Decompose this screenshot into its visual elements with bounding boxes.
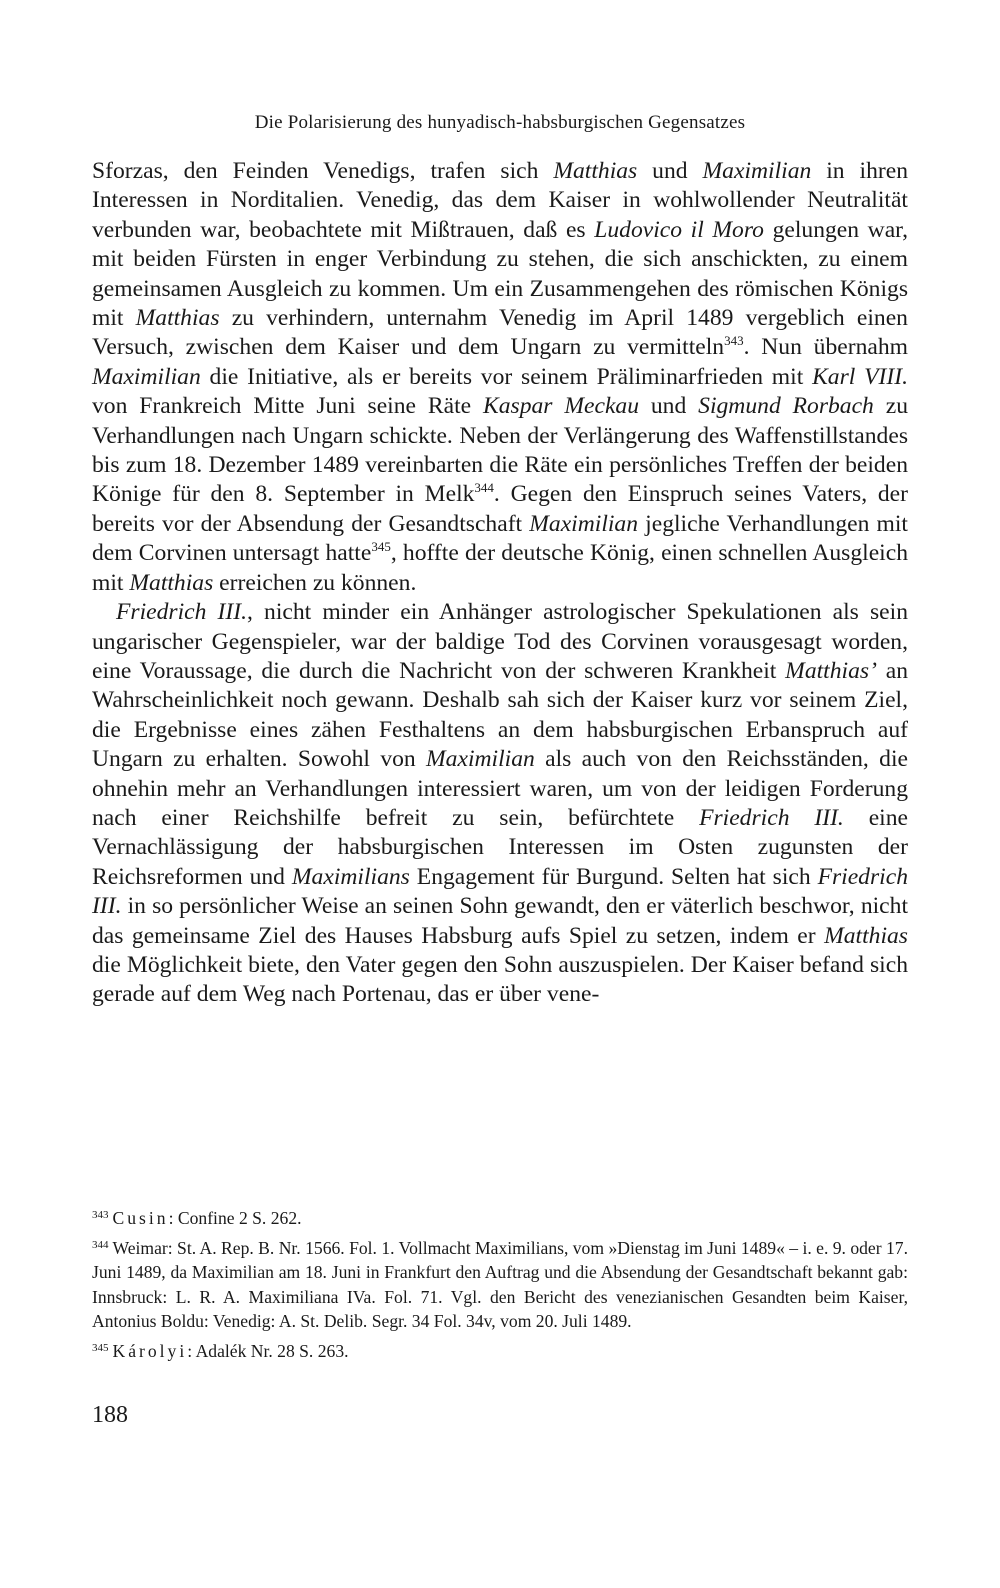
italic-name: Matthias <box>824 922 908 949</box>
text-run: jegliche Verhandlungen mit dem Corvinen untersagt hatte <box>92 510 908 567</box>
footnote-ref: 343 <box>724 333 744 349</box>
italic-name: Friedrich III. <box>699 804 844 831</box>
text-run: . Nun übernahm <box>743 334 908 361</box>
footnote <box>92 1206 908 1231</box>
footnote-number: 344 <box>92 1238 109 1251</box>
text-run: die Möglichkeit biete, den Vater gegen den Sohn auszuspielen. Der Kaiser befand sich gerade auf dem Weg nach Portenau, das er über vene- <box>92 951 908 1008</box>
italic-name: Ludovico il Moro <box>594 216 764 243</box>
text-run: , hoffte der deutsche König, einen schnellen Ausgleich mit <box>92 540 908 596</box>
text-run: und <box>637 158 703 184</box>
paragraph <box>92 598 908 1010</box>
italic-name: Friedrich III. <box>92 863 908 920</box>
text-run: Engagement für Burgund. Selten hat sich <box>409 863 818 890</box>
italic-name: Karl VIII. <box>812 363 908 390</box>
footnote-author: Cusin <box>112 1208 169 1228</box>
italic-name: Matthias <box>135 305 220 332</box>
running-head: Die Polarisierung des hunyadisch-habsburgischen Gegensatzes <box>254 112 746 133</box>
italic-name: Maximilians <box>291 863 410 890</box>
italic-name: Maximilian <box>426 746 535 773</box>
footnote <box>92 1339 908 1364</box>
italic-name: Kaspar Meckau <box>482 393 640 420</box>
paragraph <box>92 157 908 598</box>
text-run: gelungen war, mit beiden Fürsten in enger Verbindung zu stehen, die sich anschickten, zu einem gemeinsamen Ausgleich zu kommen. Um ein Zusammengehen des römischen Königs mit <box>92 216 908 332</box>
text-run: zu verhindern, unternahm Venedig im April 1489 vergeblich einen Versuch, zwischen dem Kaiser und dem Ungarn zu vermitteln <box>92 305 908 361</box>
text-run: . Gegen den Einspruch seines Vaters, der bereits vor der Absendung der Gesandtschaft <box>92 481 908 537</box>
footnotes <box>92 1206 908 1369</box>
text-run: eine Vernachlässigung der habsburgischen Interessen im Osten zugunsten der Reichsreformen und <box>92 804 908 890</box>
text-run: zu Verhandlungen nach Ungarn schickte. Neben der Verlängerung des Waffenstillstandes bis zum 18. Dezember 1489 vereinbarten die Räte ein persönliches Treffen der beiden Könige für den 8. September in Melk <box>92 393 908 508</box>
italic-name: Maximilian <box>92 363 201 390</box>
italic-name: Friedrich III. <box>116 599 248 626</box>
footnote-text: : Confine 2 S. 262. <box>168 1208 302 1228</box>
text-run: , nicht minder ein Anhänger astrologischer Spekulationen als sein ungarischer Gegenspieler, war der baldige Tod des Corvinen vorausgesagt worden, eine Voraussage, die durch die Nachricht von der schweren Krankheit <box>92 599 908 684</box>
italic-name: Matthias’ <box>785 657 877 684</box>
italic-name: Sigmund Rorbach <box>698 393 874 420</box>
italic-name: Maximilian <box>529 510 639 537</box>
footnote-ref: 345 <box>371 539 391 555</box>
text-run: von Frankreich Mitte Juni seine Räte <box>92 393 483 420</box>
text-run: die Initiative, als er bereits vor seinem Präliminarfrieden mit <box>200 363 813 390</box>
footnote-ref: 344 <box>474 480 494 496</box>
body-text <box>92 157 908 1010</box>
text-run: in so persönlicher Weise an seinen Sohn gewandt, den er väterlich beschwor, nicht das gemeinsame Ziel des Hauses Habsburg aufs Spiel zu setzen, indem er <box>92 893 908 949</box>
text-run: und <box>639 393 699 420</box>
footnote-number: 343 <box>92 1209 109 1221</box>
footnote <box>92 1236 908 1334</box>
italic-name: Matthias <box>129 569 214 596</box>
text-run: an Wahrscheinlichkeit noch gewann. Deshalb sah sich der Kaiser kurz vor seinem Ziel, die Ergebnisse eines zähen Festhaltens an dem habsburgischen Erbanspruch auf Ungarn zu erhalten. Sowohl von <box>92 657 908 773</box>
footnote-number: 345 <box>92 1341 109 1354</box>
italic-name: Maximilian <box>702 158 812 184</box>
text-run: in ihren Interessen in Norditalien. Venedig, das dem Kaiser in wohlwollender Neutralität verbunden war, beobachtete mit Mißtrauen, daß es <box>92 158 908 243</box>
page-number: 188 <box>92 1402 128 1428</box>
footnote-author: Károlyi <box>112 1340 188 1361</box>
text-run: erreichen zu können. <box>213 569 417 596</box>
footnote-text: : Adalék Nr. 28 S. 263. <box>187 1340 349 1361</box>
text-run: als auch von den Reichsständen, die ohnehin mehr an Verhandlungen interessiert waren, um von der leidigen Forderung nach einer Reichshilfe befreit zu sein, befürchtete <box>92 746 908 831</box>
text-run: Sforzas, den Feinden Venedigs, trafen sich <box>92 158 554 184</box>
footnote-text: Weimar: St. A. Rep. B. Nr. 1566. Fol. 1. Vollmacht Maximilians, vom »Dienstag im Juni 1489« – i. e. 9. oder 17. Juni 1489, da Maximilian am 18. Juni in Frankfurt den Auftrag und die Absendung der Gesandtschaft bekannt gab: Innsbruck: L. R. A. Maximiliana IVa. Fol. 71. Vgl. den Bericht des venezianischen Gesandten beim Kaiser, Antonius Boldu: Venedig: A. St. Delib. Segr. 34 Fol. 34v, vom 20. Juli 1489. <box>92 1237 908 1332</box>
italic-name: Matthias <box>553 158 638 184</box>
